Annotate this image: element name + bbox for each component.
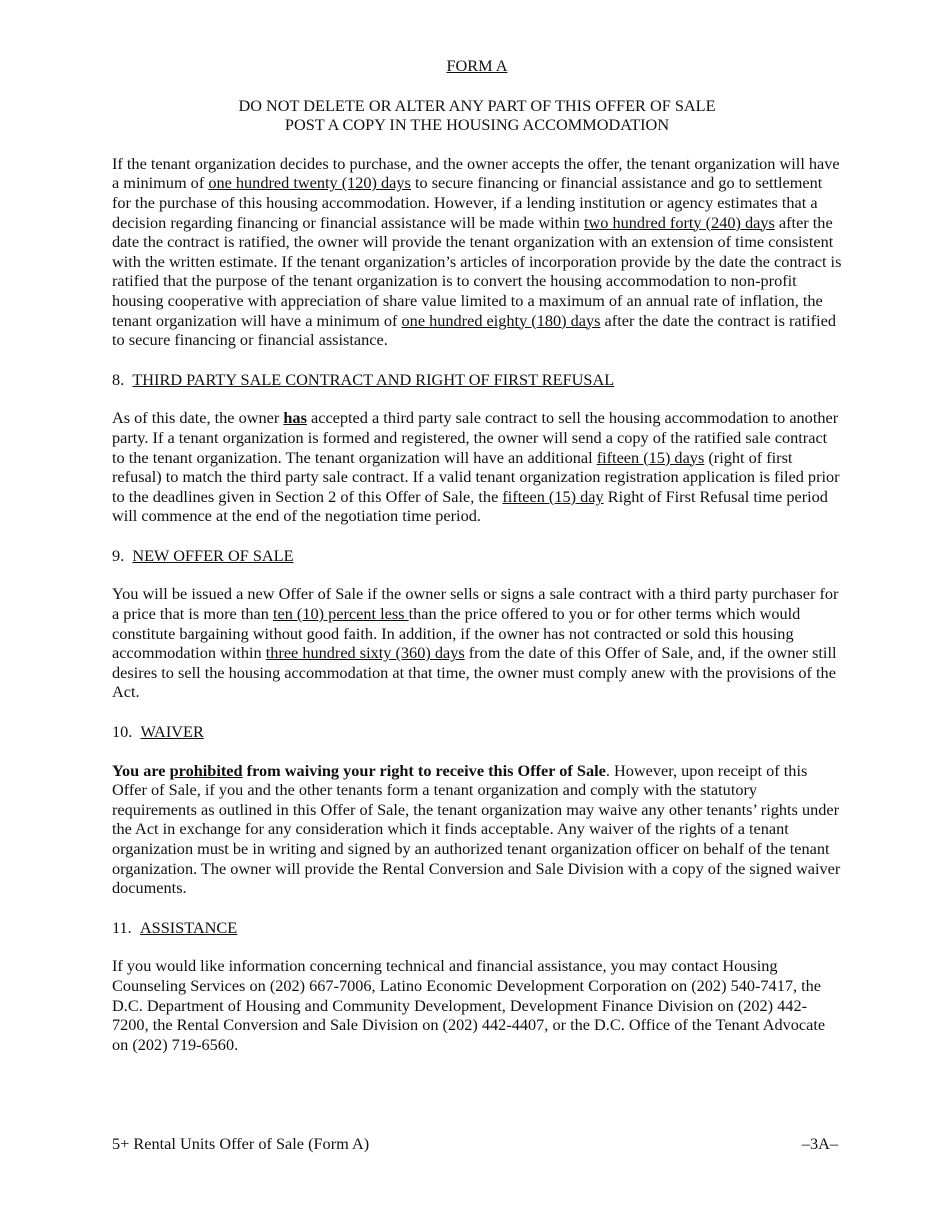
section-9-heading: 9. NEW OFFER OF SALE — [112, 545, 294, 565]
term-15-days: fifteen (15) days — [596, 447, 705, 467]
footer-form-name: 5+ Rental Units Offer of Sale (Form A) — [112, 1134, 370, 1153]
term-360-days: three hundred sixty (360) days — [265, 643, 465, 663]
term-10-percent: ten (10) percent less — [272, 604, 409, 624]
term-240-days: two hundred forty (240) days — [584, 212, 775, 232]
notice-line-2: POST A COPY IN THE HOUSING ACCOMMODATION — [284, 115, 670, 135]
form-title: FORM A — [446, 56, 508, 75]
has-emphasis: has — [283, 408, 307, 428]
section-8-paragraph: As of this date, the owner has accepted a third party sale contract to sell the housing accommodation to another party. If a tenant organization is formed and registered, the owner will send a copy of the ratified sale contract to the tenant organization. The tenant organization will have an additional fifteen (15) days (right of first refusal) to match the third party sale contract. If a valid tenant organization registration application is filed prior to the deadlines given in Section 2 of this Offer of Sale, the fifteen (15) day Right of First Refusal time period will commence at the end of the negotiation time period. — [112, 408, 840, 526]
section-10-paragraph: You are prohibited from waiving your right to receive this Offer of Sale. However, upon receipt of this Offer of Sale, if you and the other tenants form a tenant organization and comply with the statutory requirements as outlined in this Offer of Sale, the tenant organization may waive any other tenants’ rights under the Act in exchange for any consideration which it finds acceptable. Any waiver of the rights of a tenant organization must be in writing and signed by an authorized tenant organization officer on behalf of the tenant organization. The owner will provide the Rental Conversion and Sale Division with a copy of the signed waiver documents. — [112, 760, 841, 898]
intro-paragraph: If the tenant organization decides to purchase, and the owner accepts the offer, the tenant organization will have a minimum of one hundred twenty (120) days to secure financing or financial assistance and go to settlement for the purchase of this housing accommodation. However, if a lending institution or agency estimates that a decision regarding financing or financial assistance will be made within two hundred forty (240) days after the date the contract is ratified, the owner will provide the tenant organization with an extension of time consistent with the written estimate. If the tenant organization’s articles of incorporation provide by the date the contract is ratified that the purpose of the tenant organization is to convert the housing accommodation to non-profit housing cooperative with appreciation of share value limited to a maximum of an annual rate of inflation, the tenant organization will have a minimum of one hundred eighty (180) days after the date the contract is ratified to secure financing or financial assistance. — [112, 153, 842, 350]
notice-line-1: DO NOT DELETE OR ALTER ANY PART OF THIS OFFER OF SALE — [238, 95, 716, 115]
page-footer — [112, 1134, 838, 1154]
section-9-paragraph: You will be issued a new Offer of Sale if the owner sells or signs a sale contract with a third party purchaser for a price that is more than ten (10) percent less than the price offered to you or for other terms which would constitute bargaining without good faith. In addition, if the owner has not contracted or sold this housing accommodation within three hundred sixty (360) days from the date of this Offer of Sale, and, if the owner still desires to sell the housing accommodation at that time, the owner must comply anew with the provisions of the Act. — [112, 584, 839, 702]
term-15-day: fifteen (15) day — [502, 486, 604, 506]
section-11-heading: 11. ASSISTANCE — [112, 917, 238, 937]
term-120-days: one hundred twenty (120) days — [208, 173, 411, 193]
prohibited-emphasis: prohibited — [169, 760, 243, 780]
page-number: –3A– — [801, 1134, 838, 1153]
section-11-paragraph: If you would like information concerning technical and financial assistance, you may contact Housing Counseling Services on (202) 667-7006, Latino Economic Development Corporation on (202) 540-7417, the D.C. Department of Housing and Community Development, Development Finance Division on (202) 442-7200, the Rental Conversion and Sale Division on (202) 442-4407, or the D.C. Office of the Tenant Advocate on (202) 719-6560. — [112, 956, 826, 1054]
section-8-heading: 8. THIRD PARTY SALE CONTRACT AND RIGHT OF FIRST REFUSAL — [112, 369, 615, 389]
document-page — [112, 54, 842, 1054]
term-180-days: one hundred eighty (180) days — [401, 310, 601, 330]
section-10-heading: 10. WAIVER — [112, 722, 204, 742]
posting-notice — [112, 96, 842, 135]
